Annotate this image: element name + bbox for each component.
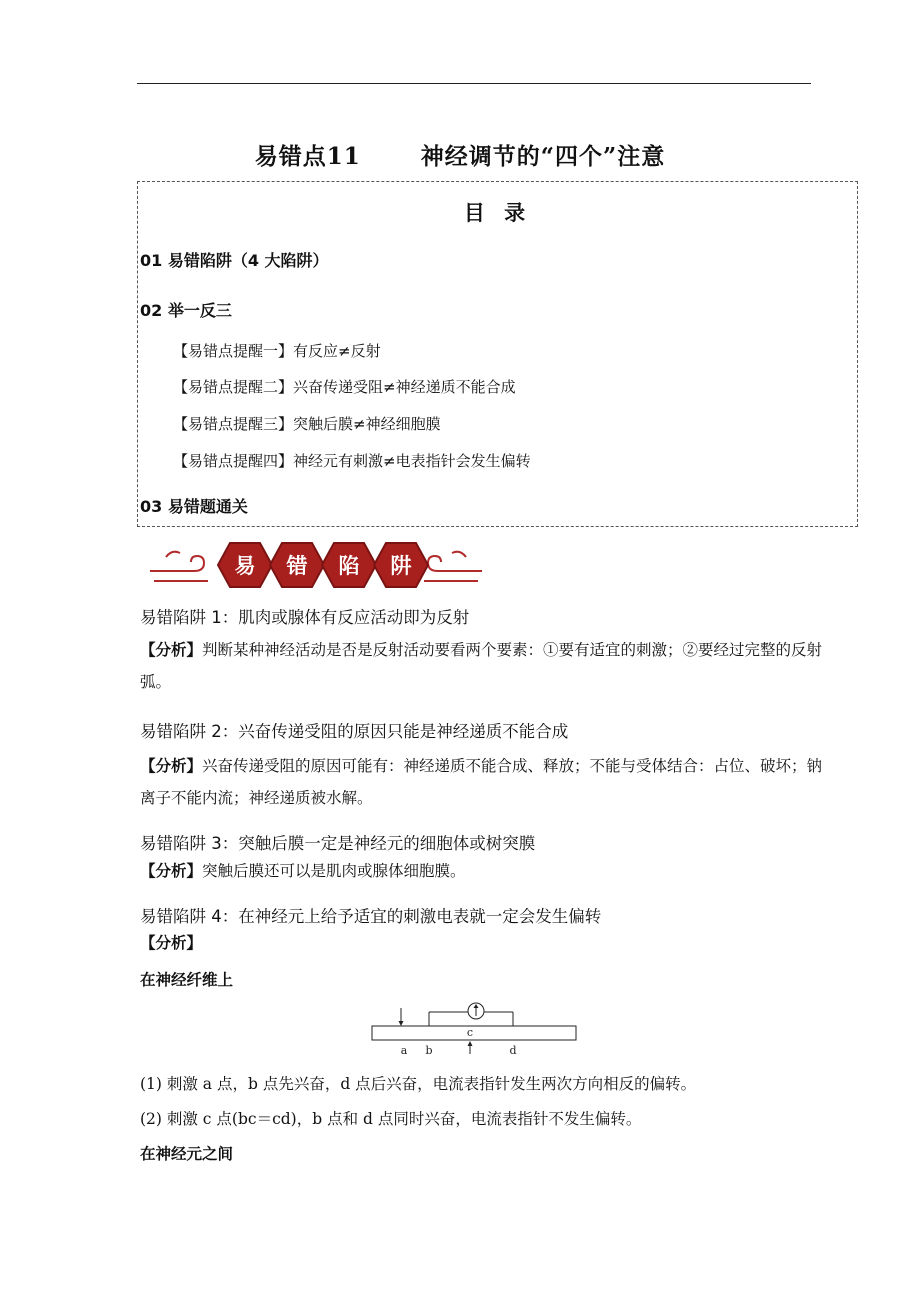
trap-3-tag: 【分析】 [140, 861, 203, 880]
fiber-point-1: (1) 刺激 a 点，b 点先兴奋，d 点后兴奋，电流表指针发生两次方向相反的偏转。 [140, 1075, 697, 1093]
trap-1-title: 易错陷阱 1：肌肉或腺体有反应活动即为反射 [140, 608, 470, 627]
banner-char-3: 陷 [338, 554, 360, 578]
toc-reminder-1: 【易错点提醒一】有反应≠反射 [173, 342, 381, 360]
title-text: 神经调节的“四个”注意 [420, 143, 666, 170]
section-banner [146, 537, 486, 593]
page-title [0, 138, 920, 171]
banner-char-4: 阱 [390, 554, 412, 578]
toc-section-1: 01 易错陷阱（4 大陷阱） [140, 251, 329, 270]
toc-section-3: 03 易错题通关 [140, 497, 248, 516]
toc-reminder-2: 【易错点提醒二】兴奋传递受阻≠神经递质不能合成 [173, 378, 516, 396]
nerve-fiber [372, 1026, 576, 1040]
nerve-fiber-diagram [370, 998, 580, 1060]
banner-char-2: 错 [286, 554, 308, 578]
trap-1-text: 判断某种神经活动是否是反射活动要看两个要素：①要有适宜的刺激；②要经过完整的反射弧。 [140, 641, 823, 691]
fiber-point-2: (2) 刺激 c 点(bc＝cd)，b 点和 d 点同时兴奋，电流表指针不发生偏转。 [140, 1110, 642, 1128]
toc-reminder-3: 【易错点提醒三】突触后膜≠神经细胞膜 [173, 415, 441, 433]
label-a: a [400, 1044, 408, 1057]
fiber-heading: 在神经纤维上 [140, 970, 234, 989]
trap-3-text: 突触后膜还可以是肌肉或腺体细胞膜。 [202, 862, 466, 880]
banner-left-swirl-icon [150, 552, 208, 581]
banner-char-1: 易 [234, 554, 256, 578]
trap-1-tag: 【分析】 [140, 640, 203, 659]
trap-2-analysis [140, 750, 830, 814]
header-rule [137, 83, 811, 84]
toc-reminder-4: 【易错点提醒四】神经元有刺激≠电表指针会发生偏转 [173, 452, 531, 470]
neurons-heading: 在神经元之间 [140, 1144, 234, 1163]
trap-2-tag: 【分析】 [140, 756, 203, 775]
trap-2-text: 兴奋传递受阻的原因可能有：神经递质不能合成、释放；不能与受体结合：占位、破坏；钠离子不能内流；神经递质被水解。 [140, 757, 823, 807]
toc-section-2: 02 举一反三 [140, 301, 232, 320]
trap-3-analysis [140, 855, 830, 887]
title-number: 易错点11 [254, 143, 361, 170]
label-b: b [425, 1044, 433, 1057]
toc-heading: 目 录 [463, 201, 532, 225]
banner-right-swirl-icon [424, 552, 482, 581]
trap-2-title: 易错陷阱 2：兴奋传递受阻的原因只能是神经递质不能合成 [140, 722, 569, 741]
trap-1-analysis [140, 634, 830, 698]
label-d: d [509, 1044, 517, 1057]
trap-3-title: 易错陷阱 3：突触后膜一定是神经元的细胞体或树突膜 [140, 834, 536, 853]
label-c: c [466, 1026, 474, 1039]
trap-4-title: 易错陷阱 4：在神经元上给予适宜的刺激电表就一定会发生偏转 [140, 907, 602, 926]
trap-4-tag: 【分析】 [140, 933, 203, 952]
